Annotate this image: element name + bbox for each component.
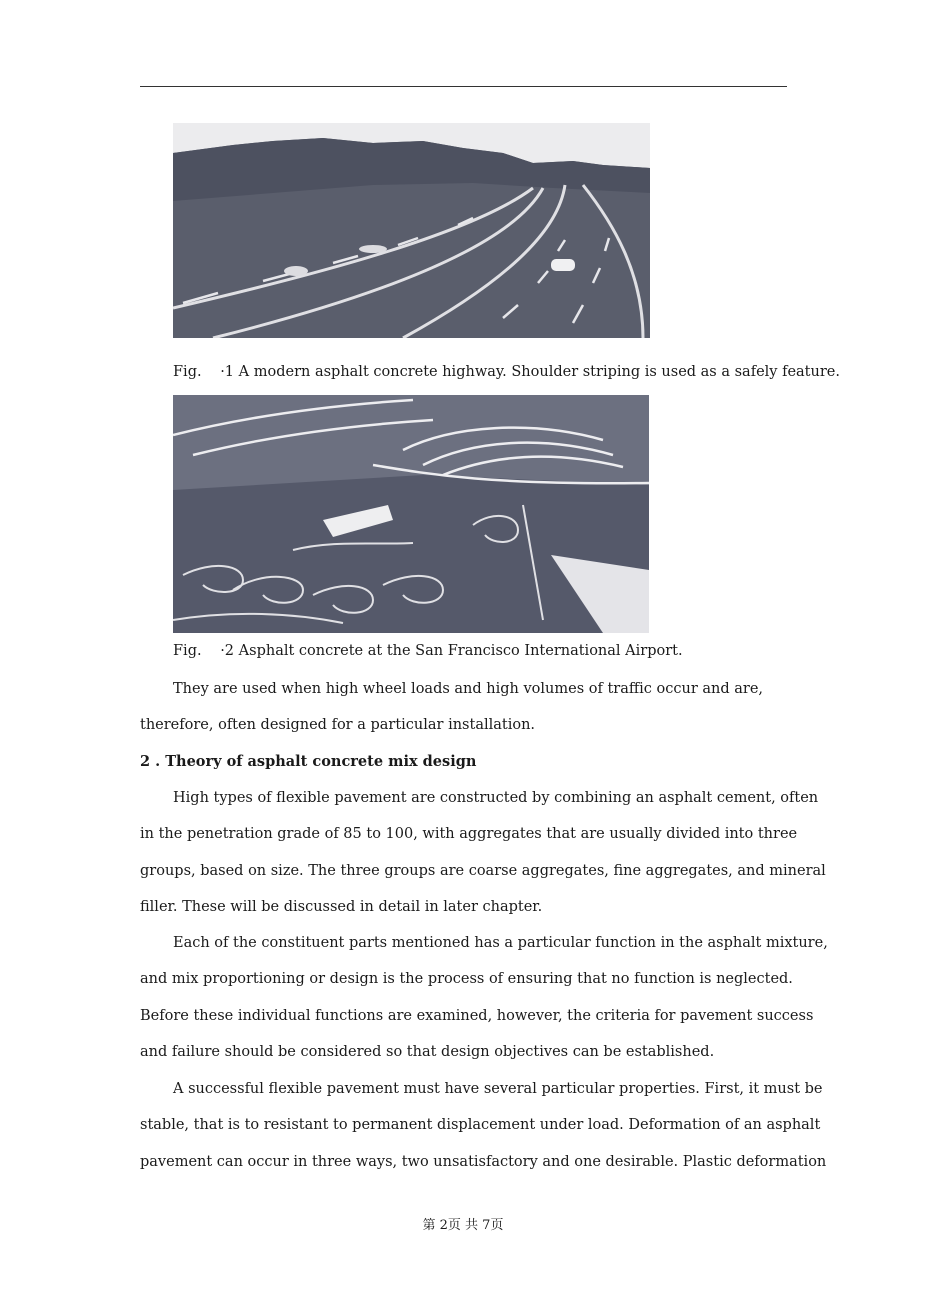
figure-1-label: Fig. [173, 364, 202, 380]
paragraph-4-line-1: A successful flexible pavement must have several particular properties. First, it must be [173, 1081, 823, 1097]
figure-2-number: ·2 [220, 643, 235, 659]
paragraph-2-line-3: groups, based on size. The three groups are coarse aggregates, fine aggregates, and mineral [140, 862, 826, 879]
paragraph-3-line-4: and failure should be considered so that design objectives can be established. [140, 1043, 715, 1060]
figure-2-label: Fig. [173, 643, 202, 659]
section-heading: 2 . Theory of asphalt concrete mix design [140, 753, 477, 770]
paragraph-4-line-2: stable, that is to resistant to permanent displacement under load. Deformation of an asphalt [140, 1117, 821, 1134]
figure-2-caption-text: Asphalt concrete at the San Francisco International Airport. [238, 643, 683, 659]
paragraph-4 [140, 1071, 827, 1180]
paragraph-3-line-3: Before these individual functions are examined, however, the criteria for pavement success [140, 1007, 814, 1024]
highway-illustration [173, 123, 650, 338]
page-footer: 第 2页 共 7页 [422, 1218, 504, 1233]
airport-illustration [173, 395, 649, 633]
paragraph-3 [140, 925, 828, 1070]
header-rule [140, 86, 787, 87]
figure-1-caption-text: A modern asphalt concrete highway. Shoulder striping is used as a safely feature. [238, 364, 840, 380]
paragraph-4-line-3: pavement can occur in three ways, two unsatisfactory and one desirable. Plastic deformation [140, 1153, 827, 1170]
figure-2-airport-photo [173, 395, 649, 633]
figure-2-caption [173, 643, 683, 659]
paragraph-2-line-4: filler. These will be discussed in detail in later chapter. [140, 898, 543, 915]
figure-1-caption [173, 364, 840, 380]
paragraph-2 [140, 780, 826, 925]
paragraph-3-line-2: and mix proportioning or design is the process of ensuring that no function is neglected. [140, 971, 793, 988]
paragraph-3-line-1: Each of the constituent parts mentioned has a particular function in the asphalt mixture, [173, 935, 828, 951]
paragraph-2-line-2: in the penetration grade of 85 to 100, with aggregates that are usually divided into three [140, 826, 798, 843]
figure-1-number: ·1 [220, 364, 235, 380]
paragraph-1-line-1: They are used when high wheel loads and high volumes of traffic occur and are, [173, 681, 764, 697]
paragraph-1-line-2: therefore, often designed for a particular installation. [140, 717, 536, 734]
figure-1-highway-photo [173, 123, 650, 338]
paragraph-1 [140, 671, 790, 744]
paragraph-2-line-1: High types of flexible pavement are constructed by combining an asphalt cement, often [173, 790, 819, 806]
